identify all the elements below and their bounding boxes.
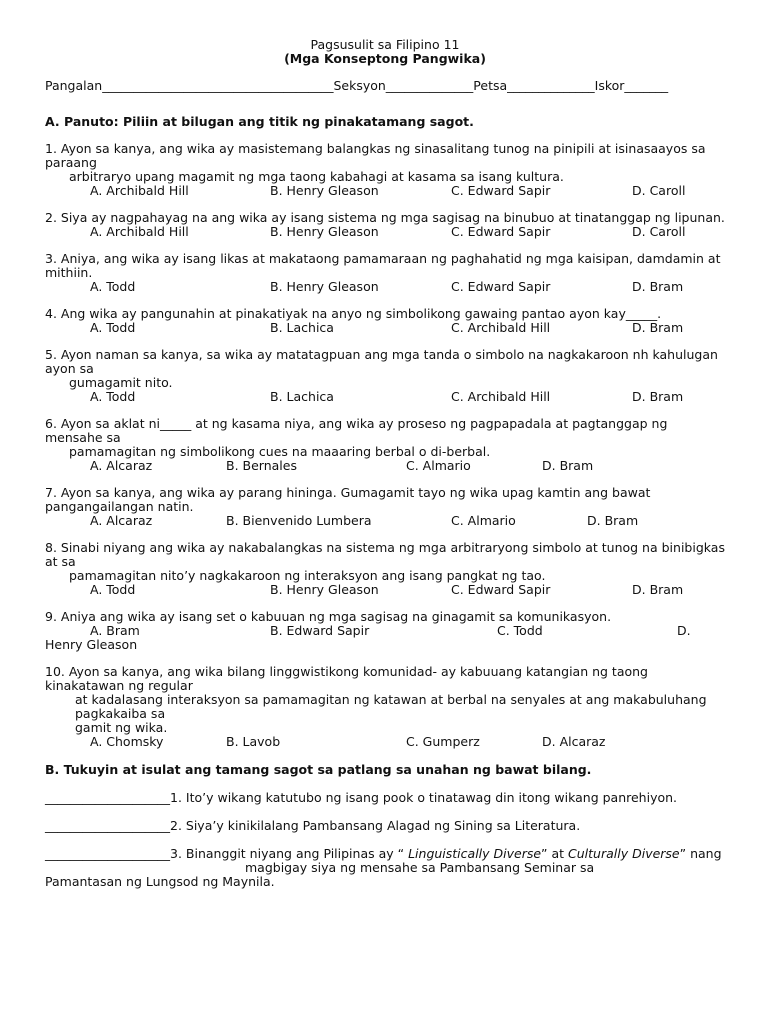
choice-d[interactable]: D. [677,623,691,638]
choice-a[interactable]: A. Alcaraz [90,458,153,473]
fill-in-text: ____________________2. Siya’y kinikilalang Pambansang Alagad ng Sining sa Literatura. [45,818,581,833]
question-item [45,610,725,652]
question-stem: 10. Ayon sa kanya, ang wika bilang linggwistikong komunidad- ay kabuuang katangian ng taong kinakatawan ng regular [45,664,648,693]
question-item [45,307,725,335]
choice-d-overflow: Henry Gleason [45,637,138,652]
choice-c[interactable]: C. Gumperz [406,734,480,749]
choice-d[interactable]: D. Bram [632,279,684,294]
choice-c[interactable]: C. Edward Sapir [451,183,551,198]
choice-a[interactable]: A. Chomsky [90,734,164,749]
question-stem-continuation: arbitraryo upang magamit ng mga taong kabahagi at kasama sa isang kultura. [69,169,564,184]
question-item [45,252,725,294]
question-stem-continuation: gumagamit nito. [69,375,173,390]
question-stem: 2. Siya ay nagpahayag na ang wika ay isang sistema ng mga sagisag na binubuo at tinatanggap ng lipunan. [45,210,725,225]
part-b-instruction: B. Tukuyin at isulat ang tamang sagot sa patlang sa unahan ng bawat bilang. [45,762,592,777]
fill-in-em-1: Linguistically Diverse [404,846,542,861]
choices-row [45,280,725,294]
choices-row [45,390,725,404]
choice-b[interactable]: B. Lachica [270,320,334,335]
fill-in-text [45,847,725,861]
choice-b[interactable]: B. Henry Gleason [270,279,379,294]
question-stem: 6. Ayon sa aklat ni_____ at ng kasama niya, ang wika ay proseso ng pagpapadala at pagtanggap ng mensahe sa [45,416,668,445]
choice-d[interactable]: D. Bram [632,582,684,597]
question-stem-continuation: at kadalasang interaksyon sa pamamagitan ng katawan at berbal na senyales at ang makabuluhang pagkakaiba sa [75,692,707,721]
question-stem-continuation: pamamagitan nito’y nagkakaroon ng interaksyon ang isang pangkat ng tao. [69,568,546,583]
choice-b[interactable]: B. Edward Sapir [270,623,370,638]
choice-b[interactable]: B. Lachica [270,389,334,404]
fill-in-post: ” nang [679,846,722,861]
choices-row [45,735,725,749]
choice-c[interactable]: C. Archibald Hill [451,320,551,335]
choice-a[interactable]: A. Todd [90,389,136,404]
choice-d[interactable]: D. Bram [632,389,684,404]
question-item [45,541,725,597]
choice-c[interactable]: C. Edward Sapir [451,279,551,294]
choice-c[interactable]: C. Todd [497,623,543,638]
choice-d[interactable]: D. Bram [632,320,684,335]
choices-row [45,321,725,335]
question-item [45,486,725,528]
choices-row [45,225,725,239]
choice-a[interactable]: A. Archibald Hill [90,224,189,239]
question-item [45,142,725,198]
question-stem: 4. Ang wika ay pangunahin at pinakatiyak na anyo ng simbolikong gawaing pantao ayon kay_____. [45,306,662,321]
choices-row [45,514,725,528]
question-item [45,211,725,239]
choice-c[interactable]: C. Almario [406,458,471,473]
student-info-line: Pangalan_____________________________________Seksyon______________Petsa______________Iskor_______ [45,78,669,93]
question-stem-continuation: pamamagitan ng simbolikong cues na maaaring berbal o di-berbal. [69,444,491,459]
choice-d[interactable]: D. Alcaraz [542,734,606,749]
choice-b[interactable]: B. Henry Gleason [270,224,379,239]
question-item [45,417,725,473]
question-stem: 1. Ayon sa kanya, ang wika ay masistemang balangkas ng sinasalitang tunog na pinipili at isinasaayos sa paraang [45,141,706,170]
choice-b[interactable]: B. Bienvenido Lumbera [226,513,372,528]
fill-in-continuation: magbigay siya ng mensahe sa Pambansang Seminar sa [245,860,595,875]
exam-subtitle: (Mga Konseptong Pangwika) [284,51,486,66]
choice-b[interactable]: B. Henry Gleason [270,183,379,198]
choice-a[interactable]: A. Bram [90,623,140,638]
choice-a[interactable]: A. Todd [90,320,136,335]
choice-d[interactable]: D. Bram [587,513,639,528]
choices-row [45,624,725,638]
choice-d[interactable]: D. Caroll [632,224,686,239]
fill-in-item[interactable] [45,847,725,889]
fill-in-em-2: Culturally Diverse [568,846,680,861]
choice-a[interactable]: A. Alcaraz [90,513,153,528]
part-a-instruction: A. Panuto: Piliin at bilugan ang titik ng pinakatamang sagot. [45,114,474,129]
question-stem: 5. Ayon naman sa kanya, sa wika ay matatagpuan ang mga tanda o simbolo na nagkakaroon nh kahulugan ayon sa [45,347,718,376]
question-stem: 8. Sinabi niyang ang wika ay nakabalangkas na sistema ng mga arbitraryong simbolo at tunog na binibigkas at sa [45,540,725,569]
choice-a[interactable]: A. Todd [90,279,136,294]
choices-row [45,583,725,597]
fill-in-item[interactable] [45,791,725,805]
fill-in-pre: ____________________3. Binanggit niyang ang Pilipinas ay “ [45,846,405,861]
choice-c[interactable]: C. Edward Sapir [451,224,551,239]
question-stem-continuation-2: gamit ng wika. [75,720,168,735]
choices-row [45,459,725,473]
choice-c[interactable]: C. Archibald Hill [451,389,551,404]
question-item [45,665,725,749]
fill-in-item[interactable] [45,819,725,833]
choice-a[interactable]: A. Archibald Hill [90,183,189,198]
choices-row [45,184,725,198]
choice-d[interactable]: D. Bram [542,458,594,473]
choice-b[interactable]: B. Bernales [226,458,297,473]
choice-b[interactable]: B. Henry Gleason [270,582,379,597]
choice-d[interactable]: D. Caroll [632,183,686,198]
choice-b[interactable]: B. Lavob [226,734,281,749]
choice-c[interactable]: C. Almario [451,513,516,528]
exam-title: Pagsusulit sa Filipino 11 [310,37,460,52]
question-stem: 9. Aniya ang wika ay isang set o kabuuan ng mga sagisag na ginagamit sa komunikasyon. [45,609,612,624]
question-stem: 3. Aniya, ang wika ay isang likas at makataong pamamaraan ng paghahatid ng mga kaisipan, damdamin at mithiin. [45,251,721,280]
fill-in-continuation-2: Pamantasan ng Lungsod ng Maynila. [45,874,275,889]
question-stem: 7. Ayon sa kanya, ang wika ay parang hininga. Gumagamit tayo ng wika upag kamtin ang bawat pangangailangan natin. [45,485,651,514]
exam-page [45,38,725,889]
fill-in-mid: ” at [541,846,569,861]
choice-a[interactable]: A. Todd [90,582,136,597]
fill-in-text: ____________________1. Ito’y wikang katutubo ng isang pook o tinatawag din itong wikang panrehiyon. [45,790,678,805]
question-item [45,348,725,404]
choice-c[interactable]: C. Edward Sapir [451,582,551,597]
